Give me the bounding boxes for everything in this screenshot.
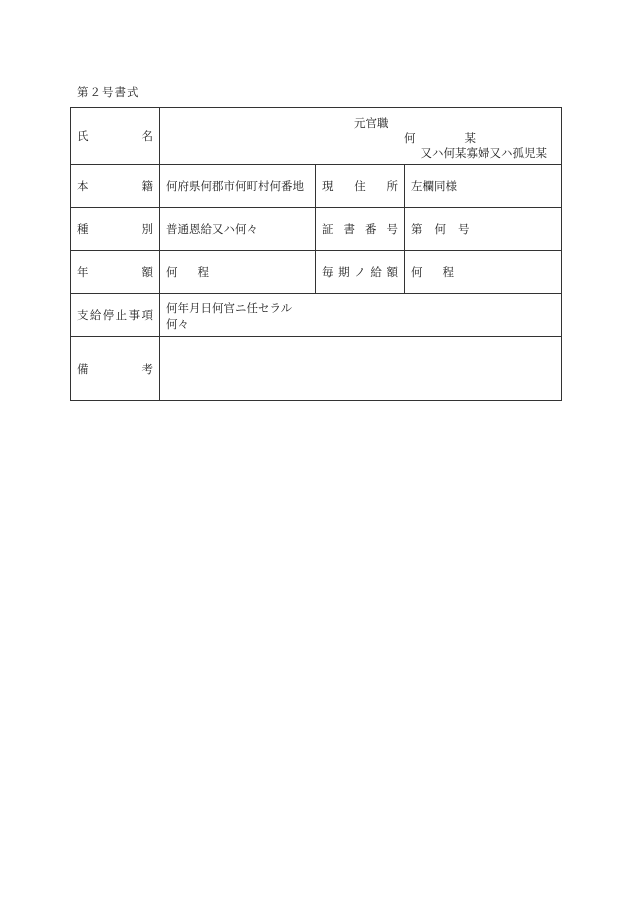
row-remarks	[71, 337, 562, 401]
label-certificate-number: 証 書 番 号	[316, 208, 405, 251]
name-person: 何 某	[404, 131, 476, 145]
label-period-amount: 毎 期 ノ 給 額	[316, 251, 405, 294]
row-name	[71, 108, 562, 165]
value-type: 普通恩給又ハ何々	[160, 208, 316, 251]
label-name: 氏 名	[71, 108, 160, 165]
pension-form-table	[70, 107, 562, 401]
row-shubetsu	[71, 208, 562, 251]
name-former-title: 元官職	[354, 116, 389, 130]
row-honseki	[71, 165, 562, 208]
value-payment-stop: 何年月日何官ニ任セラル 何々	[160, 294, 562, 337]
label-payment-stop: 支 給 停 止 事 項	[71, 294, 160, 337]
label-address: 現 住 所	[316, 165, 405, 208]
value-name	[160, 108, 562, 165]
form-title: 第２号書式	[77, 85, 140, 99]
label-remarks: 備 考	[71, 337, 160, 401]
value-certificate-number: 第 何 号	[405, 208, 562, 251]
value-address: 左欄同様	[405, 165, 562, 208]
label-annual-amount: 年 額	[71, 251, 160, 294]
row-payment-stop	[71, 294, 562, 337]
name-widow-orphan: 又ハ何某寡婦又ハ孤児某	[420, 146, 548, 160]
value-period-amount: 何 程	[405, 251, 562, 294]
row-nengaku	[71, 251, 562, 294]
value-honseki: 何府県何郡市何町村何番地	[160, 165, 316, 208]
value-annual-amount: 何 程	[160, 251, 316, 294]
value-remarks	[160, 337, 562, 401]
label-honseki: 本 籍	[71, 165, 160, 208]
label-type: 種 別	[71, 208, 160, 251]
